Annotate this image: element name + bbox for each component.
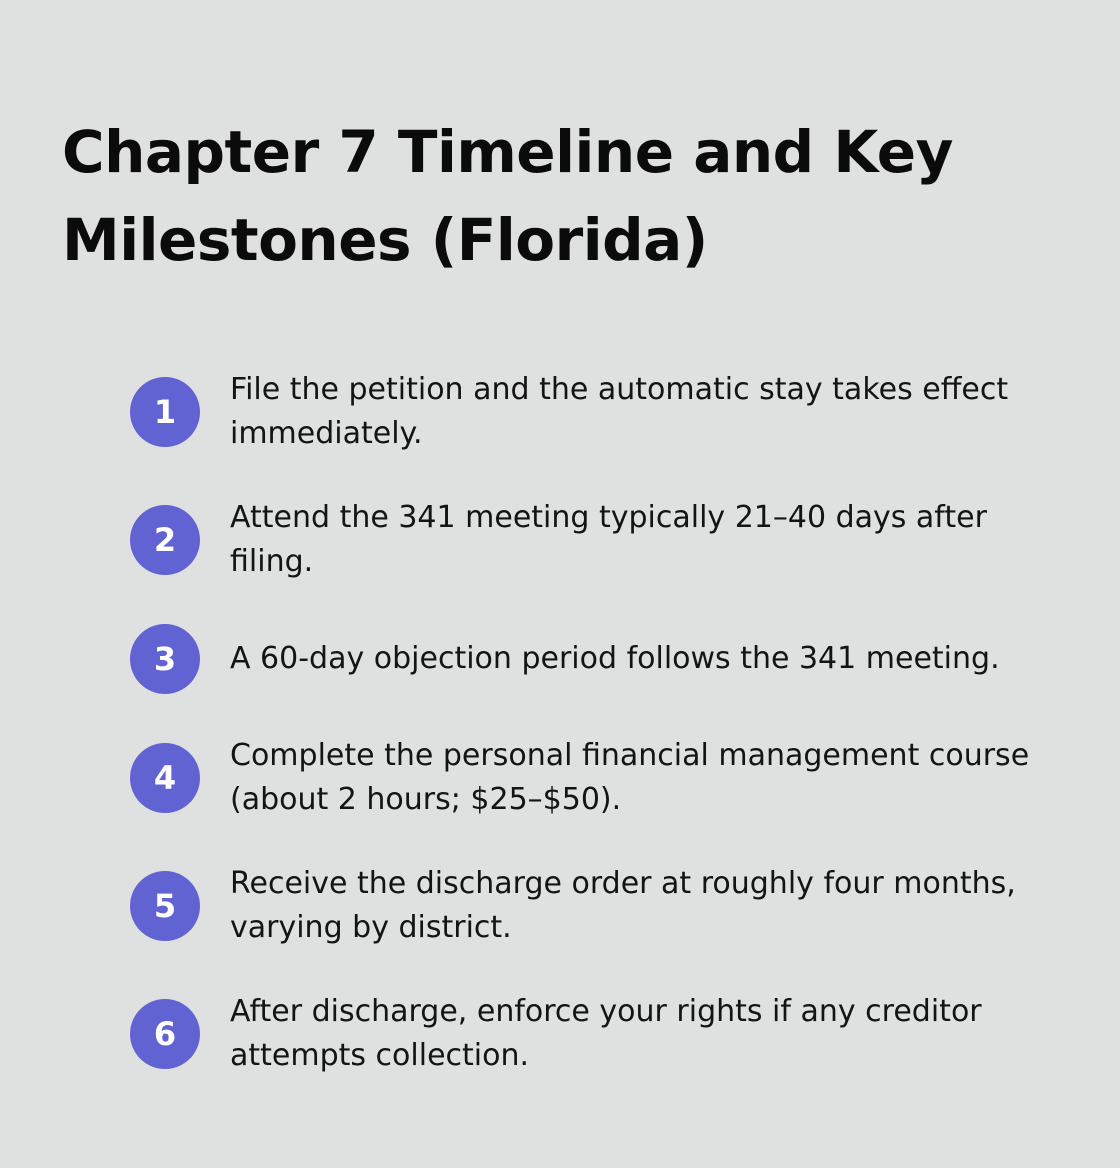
step-text: Attend the 341 meeting typically 21–40 days after filing. <box>230 500 987 579</box>
milestone-step-6 <box>130 990 1070 1078</box>
step-text: After discharge, enforce your rights if any creditor attempts collection. <box>230 994 982 1073</box>
step-text: Complete the personal financial management course (about 2 hours; $25–$50). <box>230 738 1030 817</box>
milestone-step-1 <box>130 368 1070 456</box>
milestone-step-4 <box>130 734 1070 822</box>
step-number-badge: 5 <box>130 871 200 941</box>
step-number-badge: 2 <box>130 505 200 575</box>
step-number-badge: 1 <box>130 377 200 447</box>
milestone-step-3 <box>130 624 1070 694</box>
page-title: Chapter 7 Timeline and Key Milestones (Florida) <box>62 118 953 274</box>
step-number-badge: 3 <box>130 624 200 694</box>
milestone-step-2 <box>130 496 1070 584</box>
step-text: Receive the discharge order at roughly four months, varying by district. <box>230 866 1016 945</box>
milestone-list <box>130 0 1070 1168</box>
milestone-step-5 <box>130 862 1070 950</box>
step-text: A 60-day objection period follows the 341 meeting. <box>230 641 1000 676</box>
step-number-badge: 4 <box>130 743 200 813</box>
step-text: File the petition and the automatic stay takes effect immediately. <box>230 372 1009 451</box>
step-number-badge: 6 <box>130 999 200 1069</box>
